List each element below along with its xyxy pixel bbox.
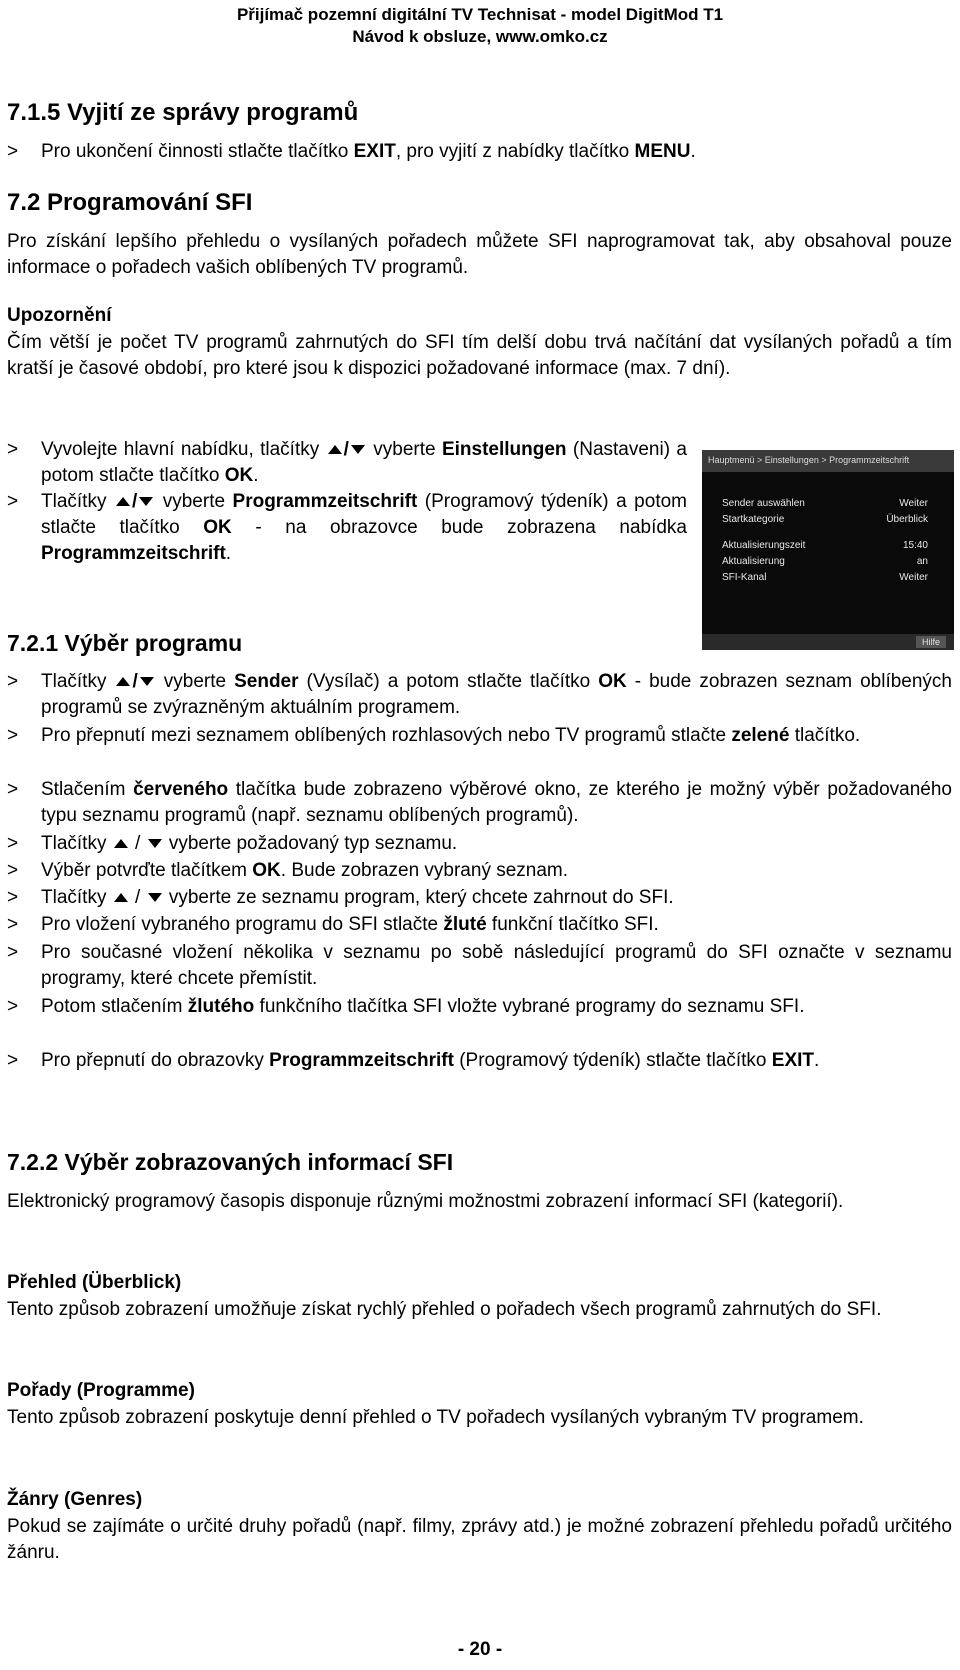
list-item: > Stlačením červeného tlačítka bude zobrazeno výběrové okno, ze kterého je možný výběr požadovaného typu seznamu programů (např. seznamu oblíbených programů). (7, 779, 952, 826)
list-item: > Pro přepnutí mezi seznamem oblíbených rozhlasových nebo TV programů stlačte zelené tlačítko. (7, 725, 861, 746)
subsection-title: Přehled (Überblick) (7, 1272, 182, 1293)
note-text: Čím větší je počet TV programů zahrnutých do SFI tím delší dobu trvá načítání dat vysílaných pořadů a tím kratší je časové období, pro které jsou k dispozici požadované informace (max. 7 dní). (7, 332, 952, 379)
subsection-text: Pokud se zajímáte o určité druhy pořadů (např. filmy, zprávy atd.) je možné zobrazení přehledu pořadů určitého žánru. (7, 1516, 952, 1563)
arrow-down-icon (148, 893, 162, 902)
note-title: Upozornění (7, 305, 112, 326)
list-item: > Tlačítky / vyberte Programmzeitschrift (Programový týdeník) a potom stlačte tlačítko OK - na obrazovce bude zobrazena nabídka Programmzeitschrift. (7, 491, 688, 564)
subsection-title: Pořady (Programme) (7, 1380, 195, 1401)
list-item: > Pro přepnutí do obrazovky Programmzeitschrift (Programový týdeník) stlačte tlačítko EXIT. (7, 1050, 820, 1071)
arrow-up-icon (328, 445, 342, 454)
arrow-down-icon (140, 677, 154, 686)
tv-help-button: Hilfe (916, 636, 946, 648)
subsection-text: Tento způsob zobrazení poskytuje denní přehled o TV pořadech vysílaných vybraným TV programem. (7, 1407, 864, 1428)
arrow-down-icon (139, 497, 153, 506)
arrow-up-icon (116, 677, 130, 686)
list-item: > Tlačítky / vyberte ze seznamu program, který chcete zahrnout do SFI. (7, 887, 674, 908)
section-7-2-intro: Pro získání lepšího přehledu o vysílaných pořadech můžete SFI naprogramovat tak, aby obsahoval pouze informace o pořadech vašich oblíbených TV programů. (7, 231, 952, 278)
tv-bottom-bar (702, 634, 954, 650)
list-item: > Potom stlačením žlutého funkčního tlačítka SFI vložte vybrané programy do seznamu SFI. (7, 996, 805, 1017)
list-item: > Pro vložení vybraného programu do SFI stlačte žluté funkční tlačítko SFI. (7, 914, 659, 935)
tv-menu-row: Aktualisierungszeit 15:40 (722, 540, 928, 551)
header-title: Přijímač pozemní digitální TV Technisat - model DigitMod T1 (236, 5, 724, 24)
section-7-2-2-intro: Elektronický programový časopis disponuje různými možnostmi zobrazení informací SFI (kategorií). (7, 1191, 844, 1212)
arrow-up-icon (114, 893, 128, 902)
tv-title-bar (702, 450, 954, 472)
arrow-down-icon (148, 839, 162, 848)
arrow-up-icon (114, 839, 128, 848)
page-number: - 20 - (457, 1639, 503, 1660)
tv-menu-row: Startkategorie Überblick (722, 514, 928, 525)
tv-menu-row: SFI-Kanal Weiter (722, 572, 928, 583)
section-7-1-5-title: 7.1.5 Vyjití ze správy programů (7, 99, 359, 126)
header-subtitle: Návod k obsluze, www.omko.cz (352, 27, 608, 46)
list-item: > Pro současné vložení několika v seznamu po sobě následující programů do SFI označte v seznamu programy, které chcete přemístit. (7, 942, 952, 989)
list-item: > Pro ukončení činnosti stlačte tlačítko EXIT, pro vyjití z nabídky tlačítko MENU. (7, 139, 952, 165)
bullet-mark: > (7, 141, 19, 162)
tv-menu-row: Aktualisierung an (722, 556, 928, 567)
subsection-title: Žánry (Genres) (7, 1489, 143, 1510)
arrow-down-icon (351, 445, 365, 454)
tv-breadcrumb: Hauptmenü > Einstellungen > Programmzeitschrift (708, 455, 910, 465)
tv-menu-screenshot (702, 450, 954, 650)
section-7-2-1-title: 7.2.1 Výběr programu (7, 630, 243, 656)
list-item: > Tlačítky / vyberte Sender (Vysílač) a potom stlačte tlačítko OK - bude zobrazen seznam oblíbených programů se zvýrazněným aktuálním programem. (7, 671, 952, 718)
list-item: > Výběr potvrďte tlačítkem OK. Bude zobrazen vybraný seznam. (7, 860, 569, 881)
section-7-2-title: 7.2 Programování SFI (7, 189, 253, 216)
section-7-2-2-title: 7.2.2 Výběr zobrazovaných informací SFI (7, 1149, 454, 1175)
document-header (0, 4, 960, 48)
tv-menu-row: Sender auswählen Weiter (722, 498, 928, 509)
arrow-up-icon (116, 497, 130, 506)
subsection-text: Tento způsob zobrazení umožňuje získat rychlý přehled o pořadech všech programů zahrnutých do SFI. (7, 1299, 882, 1320)
list-item: > Tlačítky / vyberte požadovaný typ seznamu. (7, 833, 458, 854)
list-item: > Vyvolejte hlavní nabídku, tlačítky / vyberte Einstellungen (Nastaveni) a potom stlačte tlačítko OK. (7, 439, 687, 486)
